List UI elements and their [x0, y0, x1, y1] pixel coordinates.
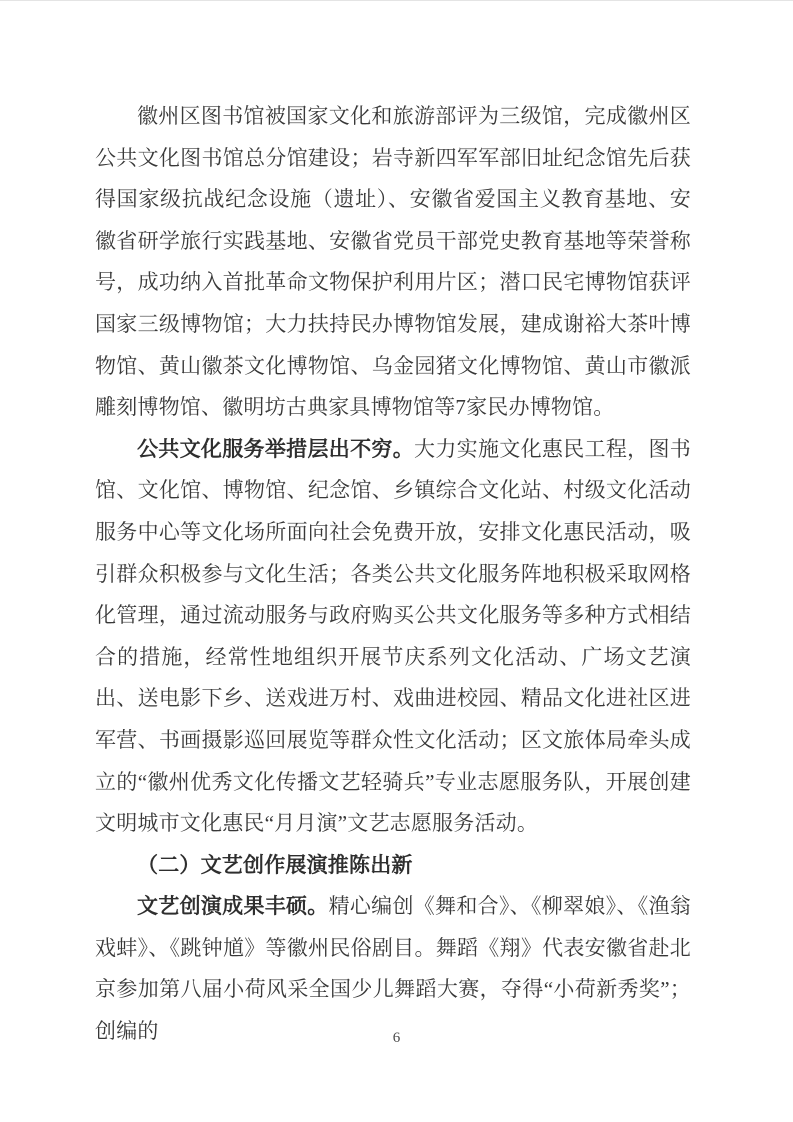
paragraph-library-museums [95, 96, 691, 429]
paragraph-public-culture-services-lead: 公共文化服务举措层出不穷。 [137, 436, 415, 461]
page-top-edge [0, 0, 793, 1]
paragraph-art-creation [95, 886, 691, 1052]
page-number: 6 [392, 1030, 401, 1046]
page-body [95, 96, 691, 1053]
section-heading [95, 845, 691, 887]
paragraph-library-museums-text: 徽州区图书馆被国家文化和旅游部评为三级馆，完成徽州区公共文化图书馆总分馆建设；岩寺新四军军部旧址纪念馆先后获得国家级抗战纪念设施（遗址）、安徽省爱国主义教育基地、安徽省研学旅行实践基地、安徽省党员干部党史教育基地等荣誉称号，成功纳入首批革命文物保护利用片区；潜口民宅博物馆获评国家三级博物馆；大力扶持民办博物馆发展，建成谢裕大茶叶博物馆、黄山徽茶文化博物馆、乌金园猪文化博物馆、黄山市徽派雕刻博物馆、徽明坊古典家具博物馆等7家民办博物馆。 [95, 104, 691, 420]
paragraph-art-creation-lead: 文艺创演成果丰硕。 [137, 894, 329, 919]
paragraph-art-creation-text: 精心编创《舞和合》、《柳翠娘》、《渔翁戏蚌》、《跳钟馗》等徽州民俗剧目。舞蹈《翔》代表安徽省赴北京参加第八届小荷风采全国少儿舞蹈大赛，夺得“小荷新秀奖”；创编的 [95, 894, 691, 1044]
section-heading-text: （二）文艺创作展演推陈出新 [137, 852, 413, 877]
paragraph-public-culture-services-text: 大力实施文化惠民工程，图书馆、文化馆、博物馆、纪念馆、乡镇综合文化站、村级文化活动服务中心等文化场所面向社会免费开放，安排文化惠民活动，吸引群众积极参与文化生活；各类公共文化服务阵地积极采取网格化管理，通过流动服务与政府购买公共文化服务等多种方式相结合的措施，经常性地组织开展节庆系列文化活动、广场文艺演出、送电影下乡、送戏进万村、戏曲进校园、精品文化进社区进军营、书画摄影巡回展览等群众性文化活动；区文旅体局牵头成立的“徽州优秀文化传播文艺轻骑兵”专业志愿服务队，开展创建文明城市文化惠民“月月演”文艺志愿服务活动。 [95, 436, 691, 836]
paragraph-public-culture-services [95, 429, 691, 845]
